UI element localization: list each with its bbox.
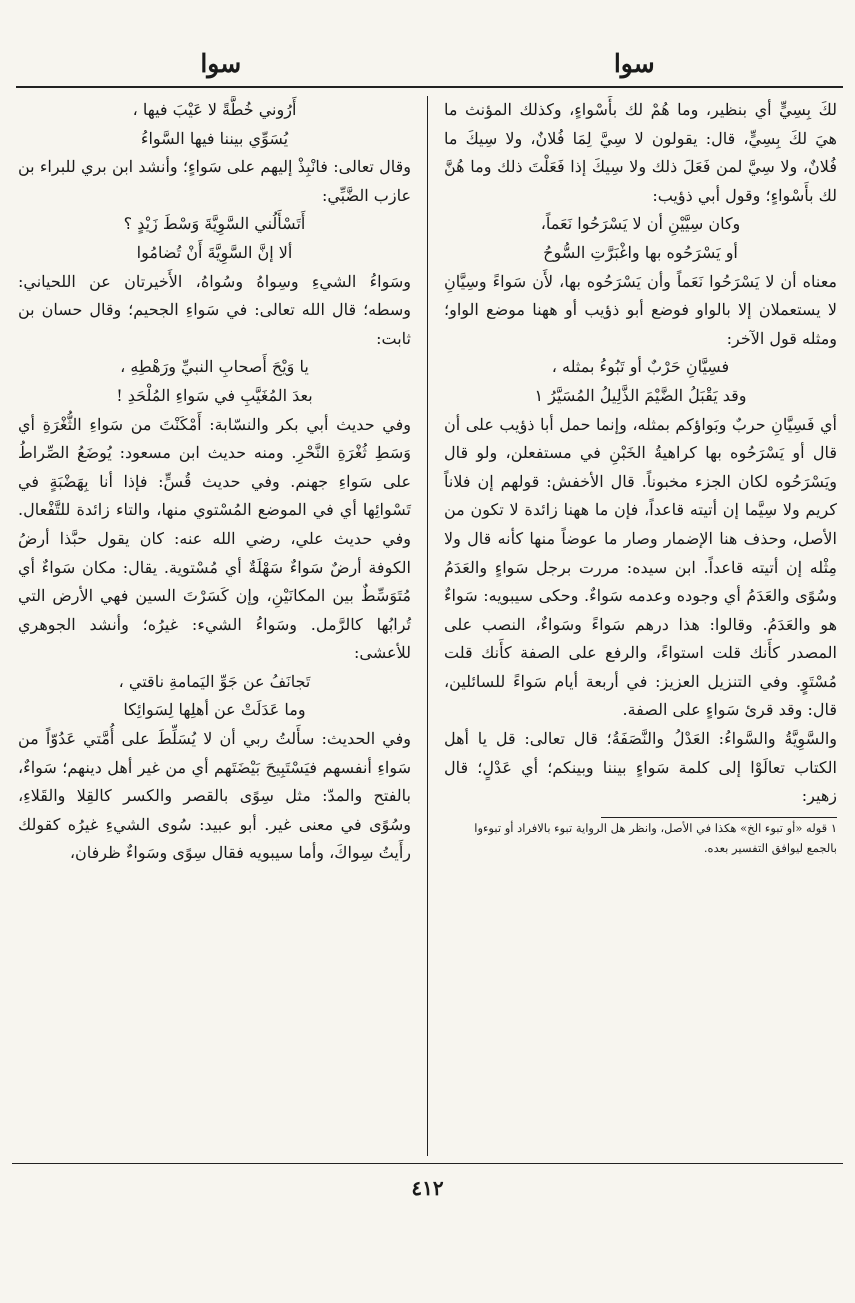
paragraph: والسَّوِيَّةُ والسَّواءُ: العَدْلُ والنَّصَفَةُ؛ قال تعالى: قل يا أهل الكتاب تعالَوْا إلى كلمة سَواءٍ بيننا وبينكم؛ أي عَدْلٍ؛ قال زهير: [444,729,837,806]
page-header [14,44,841,84]
verse-line: وقد يَقْبَلُ الضَّيْمَ الذَّلِيلُ المُسَيَّرُ ١ [534,385,747,405]
paragraph: معناه أن لا يَسْرَحُوا نَعَماً وأن يَسْرَحُوه بها، لأَن سَواءً وسِيَّانِ لا يستعملان إلا بالواو فوضع أبو ذؤيب أو ههنا موضع الواو؛ ومثله قول الآخر: [444,271,837,348]
right-column [438,96,843,1156]
paragraph: وفي حديث أبي بكر والنسّابة: أَمْكَنْتَ من سَواءِ الثُّغْرَةِ أي وَسَطِ ثُغْرَةِ النَّحْرِ. ومنه حديث ابن مسعود: يُوضَعُ الصِّراطُ على سَواءِ جهنم. وفي حديث قُسٍّ: فإذا أنا بِهَضْبَةٍ في تَسْوائِها أي في الموضع المُسْتوي منها، والتاء زائدة للتَّفْعال. وفي حديث علي، رضي الله عنه: كان يقول حبَّذا أرضُ الكوفة أرضٌ سَواءٌ سَهْلَةٌ أي مُسْتوية. يقال: مكان سَواءٌ أي مُتَوَسِّطٌ بين المكانَيْنِ، وإن كَسَرْتَ السين فهي الأرض التي تُرابُها كالرَّمل. وسَواءُ الشيء: غيرُه؛ وأنشد الجوهري للأعشى: [18,414,411,663]
verse-line: تَجانَفُ عن جَوِّ اليَمامةِ ناقتي ، [118,671,311,691]
verse-line: فسِيَّانِ حَرْبٌ أو تَبُوءُ بمثله ، [551,357,730,377]
header-word-left: سوا [200,49,242,78]
verse-line: وكان سِيَّيْنِ أن لا يَسْرَحُوا نَعَماً، [540,214,741,234]
left-column [12,96,417,1156]
bottom-rule [12,1163,843,1164]
paragraph: لكَ بِسِيٍّ أي بنظير، وما هُمْ لك بأَسْواءٍ، وكذلك المؤنث ما هيَ لكَ بِسِيٍّ، قال: يقولون لا سِيَّ لِمَا فُلانٌ، ولا سِيكَ ما فُلانٌ، ولا سِيَّ لمن فَعَلَ ذلك ولا سِيكَ إذا فَعَلْتَ ذلك وما هُنَّ لك بأَسْواءٍ؛ وقول أبي ذؤيب: [444,100,837,205]
verse-line: أَرُوني خُطَّةً لا عَيْبَ فيها ، [132,100,297,119]
verse-line: ألا إنَّ السَّوِيَّةَ أَنْ تُضامُوا [136,242,293,262]
verse-line: أَتَسْأَلُني السَّوِيَّةَ وَسْطَ زَيْدٍ ؟ [123,214,306,234]
header-word-right: سوا [613,49,655,78]
paragraph: وفي الحديث: سأَلتُ ربي أن لا يُسَلِّطَ على أُمَّتي عَدُوّاً من سَواءِ أنفسهم فيَسْتَبِيحَ بَيْضَتَهم أي من غير أهل دينهم؛ سَواءٌ، بالفتح والمدّ: مثل سِوًى بالقصر والكسر كالقِلا والقَلاءِ، وسُوًى في معنى غير. أبو عبيد: سُوى الشيءِ غيرُه كقولك رأَيتُ سِواكَ، وأما سيبويه فقال سِوًى وسَواءٌ ظرفان، [18,729,411,863]
footnote: ١ قوله «أو تبوء الخ» هكذا في الأصل، وانظر هل الرواية تبوء بالافراد أو تبوءوا بالجمع ليوافق التفسير بعده. [474,820,837,855]
header-rule [16,86,843,88]
column-divider [427,96,428,1156]
verse-line: أو يَسْرَحُوه بها واغْبَرَّتِ السُّوحُ [543,242,738,262]
page-number: ٤١٢ [411,1176,444,1200]
verse-line: بعدَ المُغَيَّبِ في سَواءِ المُلْحَدِ ! [116,385,313,405]
paragraph: أي فَسِيَّانِ حربٌ وبَواؤكم بمثله، وإنما حمل أبا ذؤيب على أن قال أو يَسْرَحُوه بها كراهيةُ الخَبْنِ في مستفعلن، ولو قال ويَسْرَحُوه لكان الجزء مخبوناً. قال الأخفش: قولهم إن فلاناً كريم ولا سِيَّما إن أتيته قاعداً، فإن ما ههنا زائدة لا تكون من الأصل، وحذف هنا الإضمار وصار ما عوضاً منها كأنه قال ولا مِثْله إن أتيته قاعداً. ابن سيده: مررت برجل سَواءٍ والعَدَمُ وسُوًى والعَدَمُ أي وجوده وعدمه سَواءٌ. وحكى سيبويه: سَواءٌ هو والعَدَمُ. وقالوا: هذا درهم سَواءً وسَواءٌ، النصب على المصدر كأَنك قلت استواءً، والرفع على الصفة كأَنك قلت مُسْتَوٍ. وفي التنزيل العزيز: في أربعة أيام سَواءً للسائلين، قال: وقد قرئ سَواءٍ على الصفة. [444,414,837,720]
text-columns [12,96,843,1156]
verse-line: يُسَوِّي بيننا فيها السَّواءُ [140,128,289,148]
paragraph: وقال تعالى: فانْبِذْ إليهم على سَواءٍ؛ وأنشد ابن بري للبراء بن عازب الضَّبِّي: [18,157,411,205]
verse-line: وما عَدَلَتْ عن أهلِها لِسَوائِكا [123,700,306,720]
paragraph: وسَواءُ الشيءِ وسِواهُ وسُواهُ، الأَخيرتان عن اللحياني: وسطه؛ قال الله تعالى: في سَواءِ الجحيم؛ وقال حسان بن ثابت: [18,271,411,348]
verse-line: يا وَيْحَ أَصحابِ النبيِّ ورَهْطِهِ ، [120,357,309,377]
